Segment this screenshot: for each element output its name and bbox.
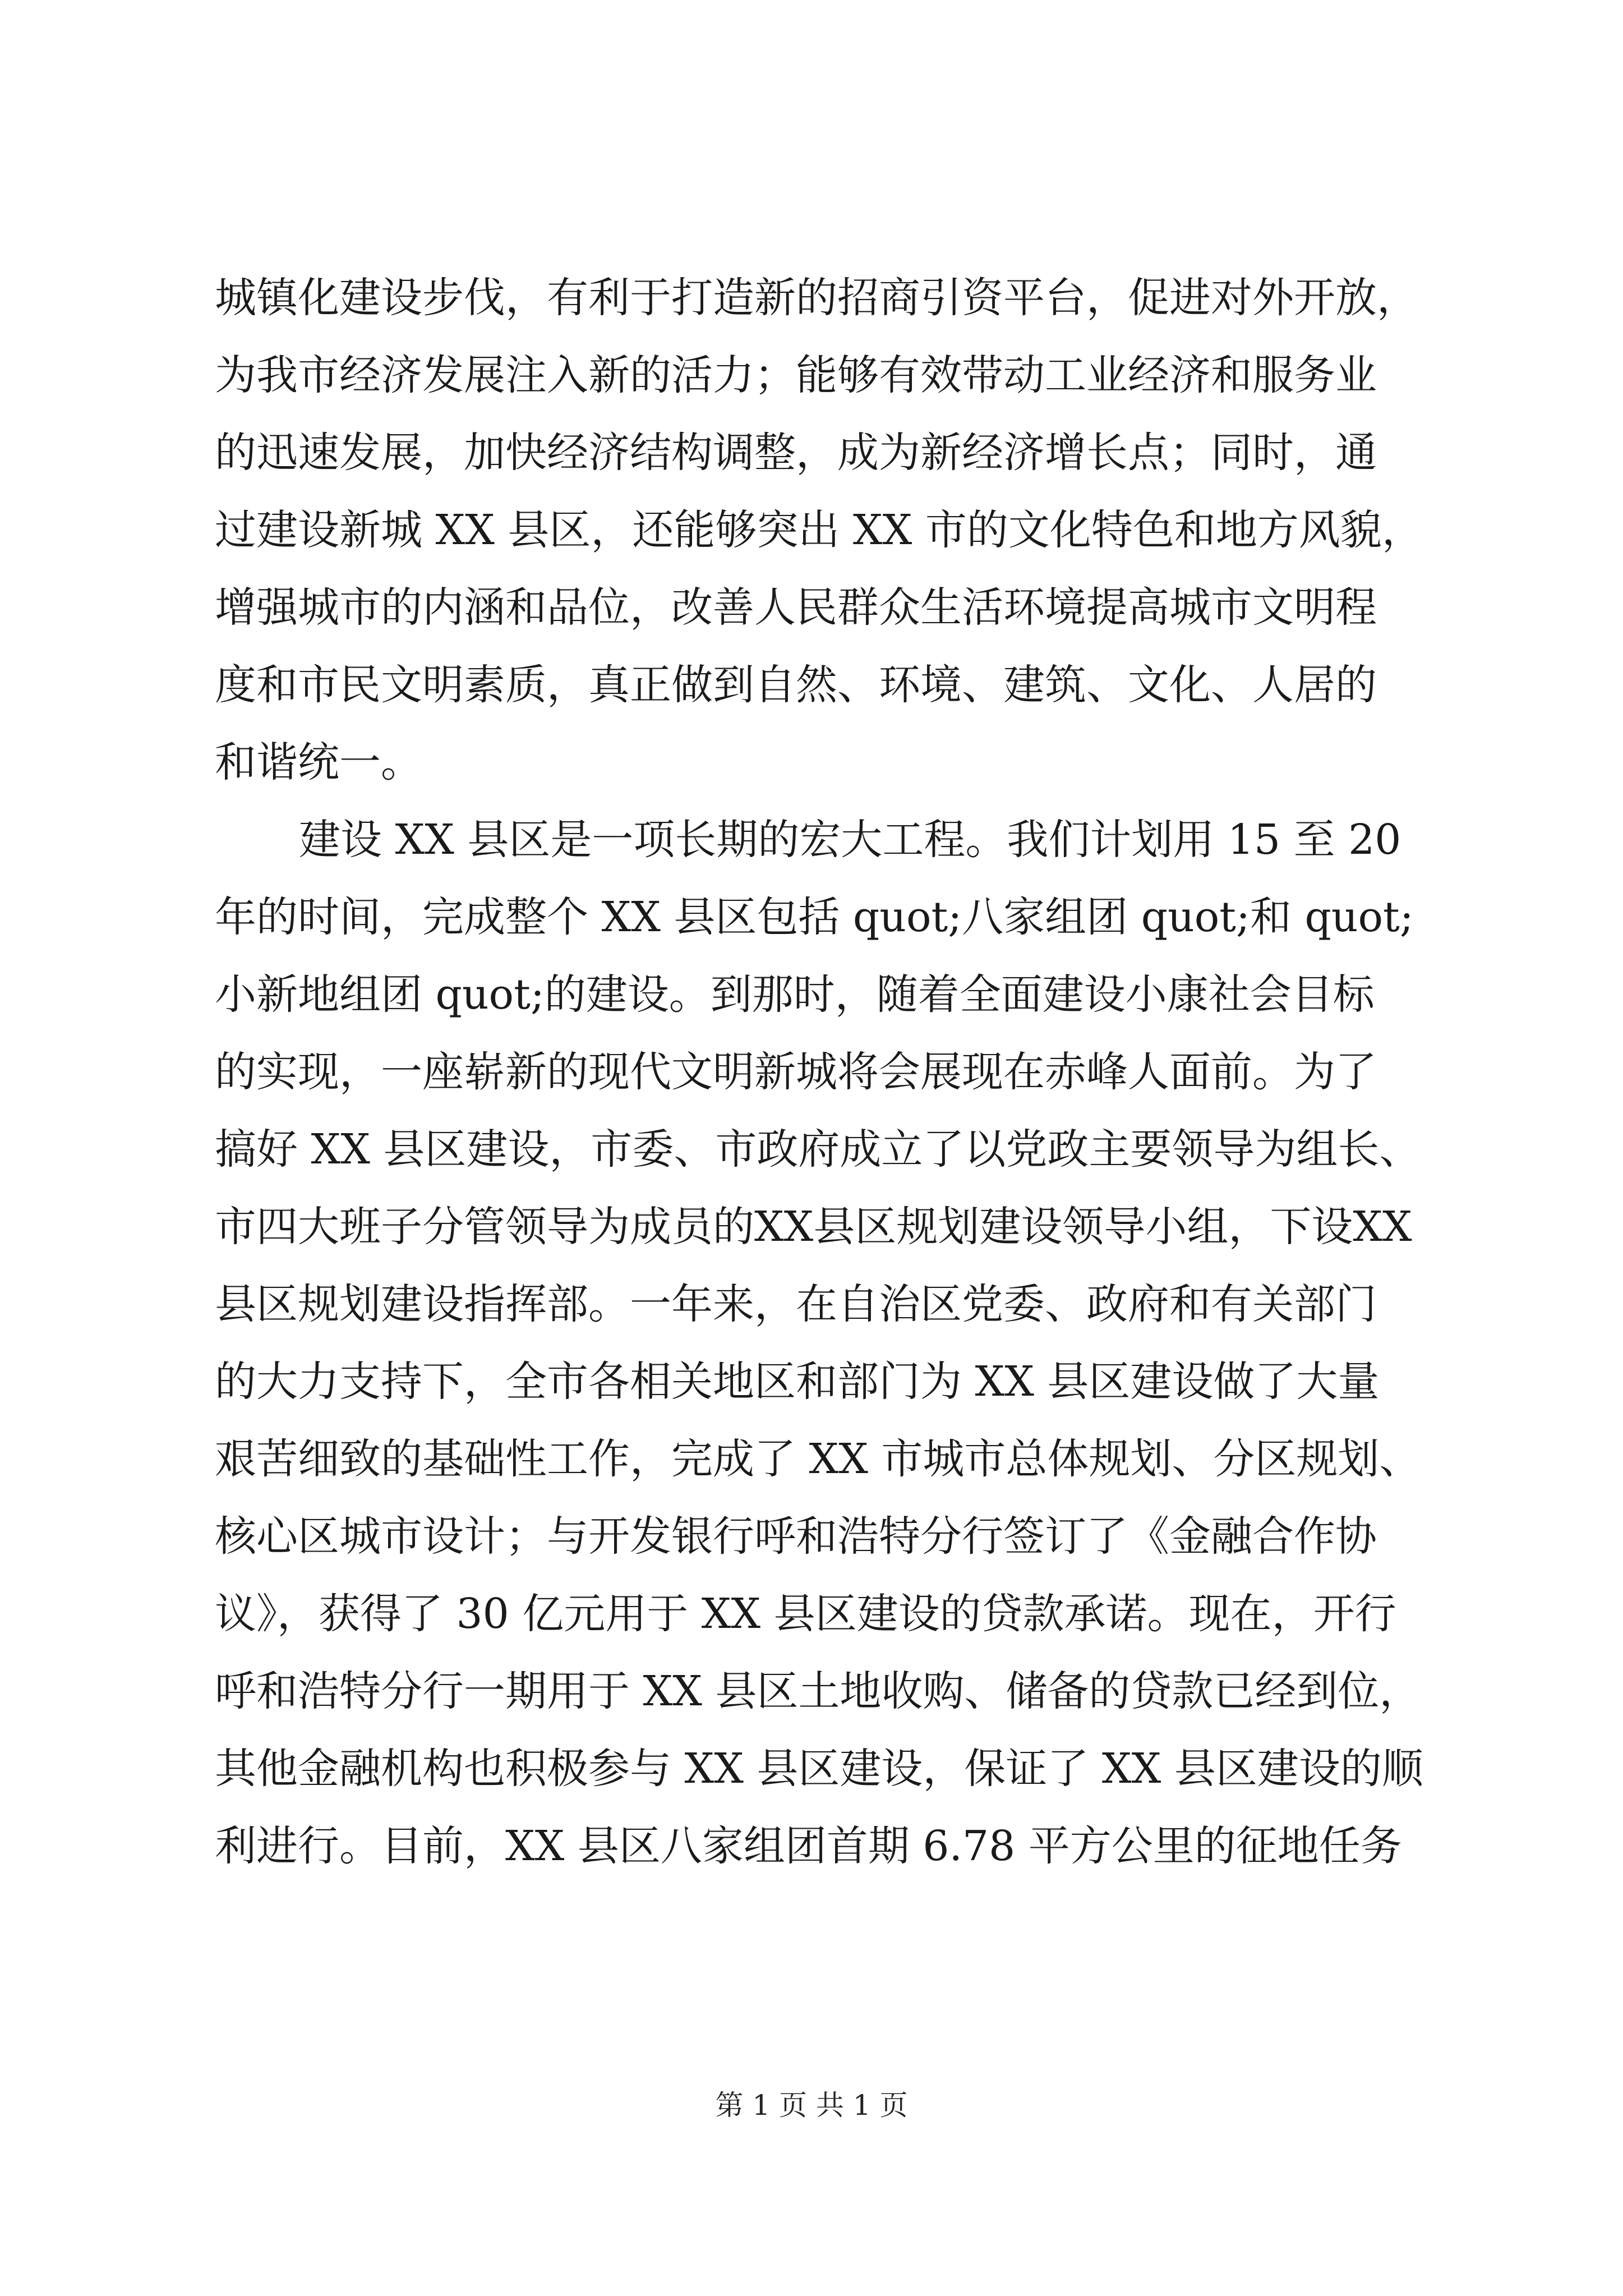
text-line: 的实现，一座崭新的现代文明新城将会展现在赤峰人面前。为了 [215,1048,1377,1096]
text-line: 呼和浩特分行一期用于 XX 县区土地收购、储备的贷款已经到位， [215,1667,1421,1715]
text-line: 其他金融机构也积极参与 XX 县区建设，保证了 XX 县区建设的顺 [215,1745,1423,1793]
text-line: 艰苦细致的基础性工作，完成了 XX 市城市总体规划、分区规划、 [215,1435,1421,1483]
text-line: 和谐统一。 [215,738,422,786]
text-line: 过建设新城 XX 县区，还能够突出 XX 市的文化特色和地方风貌， [215,506,1423,554]
text-line: 的迅速发展，加快经济结构调整，成为新经济增长点；同时，通 [215,429,1377,477]
page-number-label: 第 1 页 共 1 页 [715,2089,908,2122]
text-line: 小新地组团 quot;的建设。到那时，随着全面建设小康社会目标 [215,970,1375,1019]
page-footer [0,2086,1623,2125]
text-line: 县区规划建设指挥部。一年来，在自治区党委、政府和有关部门 [215,1280,1377,1328]
text-line: 度和市民文明素质，真正做到自然、环境、建筑、文化、人居的 [215,661,1377,709]
text-line: 增强城市的内涵和品位，改善人民群众生活环境提高城市文明程 [215,583,1377,632]
text-line: 的大力支持下，全市各相关地区和部门为 XX 县区建设做了大量 [215,1358,1380,1406]
text-line: 议》，获得了 30 亿元用于 XX 县区建设的贷款承诺。现在，开行 [215,1590,1396,1638]
text-line: 市四大班子分管领导为成员的XX县区规划建设领导小组，下设XX [215,1203,1412,1251]
text-line: 年的时间，完成整个 XX 县区包括 quot;八家组团 quot;和 quot; [215,893,1414,941]
text-line: 城镇化建设步伐，有利于打造新的招商引资平台，促进对外开放， [215,274,1418,322]
text-line: 为我市经济发展注入新的活力；能够有效带动工业经济和服务业 [215,351,1377,399]
text-line: 搞好 XX 县区建设，市委、市政府成立了以党政主要领导为组长、 [215,1125,1421,1174]
text-line: 利进行。目前，XX 县区八家组团首期 6.78 平方公里的征地任务 [215,1822,1402,1870]
body-text [215,259,1423,1885]
paragraph-first-line: 建设 XX 县区是一项长期的宏大工程。我们计划用 15 至 20 [299,816,1401,864]
text-line: 核心区城市设计；与开发银行呼和浩特分行签订了《金融合作协 [215,1512,1377,1561]
